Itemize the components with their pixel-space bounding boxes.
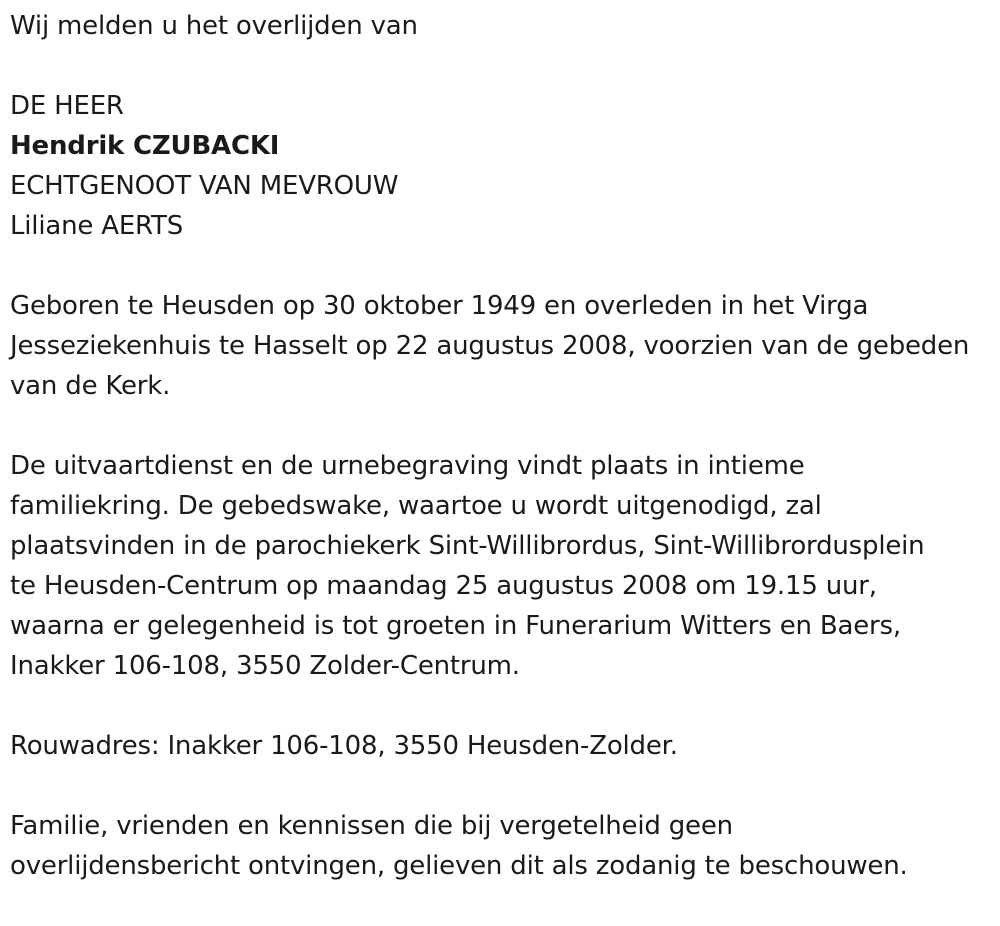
paragraph-line: te Heusden-Centrum op maandag 25 augustus 2008 om 19.15 uur,: [10, 571, 877, 601]
deceased-name: Hendrik CZUBACKI: [10, 131, 280, 161]
funeral-paragraph: [10, 446, 995, 686]
spacer: [10, 766, 995, 806]
spacer: [10, 46, 995, 86]
paragraph-line: plaatsvinden in de parochiekerk Sint-Willibrordus, Sint-Willibrordusplein: [10, 531, 925, 561]
honorific: DE HEER: [10, 91, 124, 121]
intro-text: Wij melden u het overlijden van: [10, 11, 418, 41]
paragraph-line: van de Kerk.: [10, 371, 171, 401]
spacer: [10, 406, 995, 446]
paragraph-line: overlijdensbericht ontvingen, gelieven dit als zodanig te beschouwen.: [10, 851, 908, 881]
paragraph-line: familiekring. De gebedswake, waartoe u wordt uitgenodigd, zal: [10, 491, 822, 521]
birth-death-paragraph: [10, 286, 995, 406]
paragraph-line: Familie, vrienden en kennissen die bij vergetelheid geen: [10, 811, 733, 841]
paragraph-line: De uitvaartdienst en de urnebegraving vindt plaats in intieme: [10, 451, 805, 481]
spouse-name: Liliane AERTS: [10, 211, 184, 241]
spacer: [10, 246, 995, 286]
paragraph-line: waarna er gelegenheid is tot groeten in Funerarium Witters en Baers,: [10, 611, 901, 641]
death-notice: [10, 6, 995, 886]
closing-paragraph: [10, 806, 995, 886]
mourning-address: Rouwadres: Inakker 106-108, 3550 Heusden-Zolder.: [10, 731, 678, 761]
spacer: [10, 686, 995, 726]
paragraph-line: Inakker 106-108, 3550 Zolder-Centrum.: [10, 651, 520, 681]
paragraph-line: Jesseziekenhuis te Hasselt op 22 augustus 2008, voorzien van de gebeden: [10, 331, 970, 361]
paragraph-line: Geboren te Heusden op 30 oktober 1949 en overleden in het Virga: [10, 291, 869, 321]
spouse-label: ECHTGENOOT VAN MEVROUW: [10, 171, 399, 201]
